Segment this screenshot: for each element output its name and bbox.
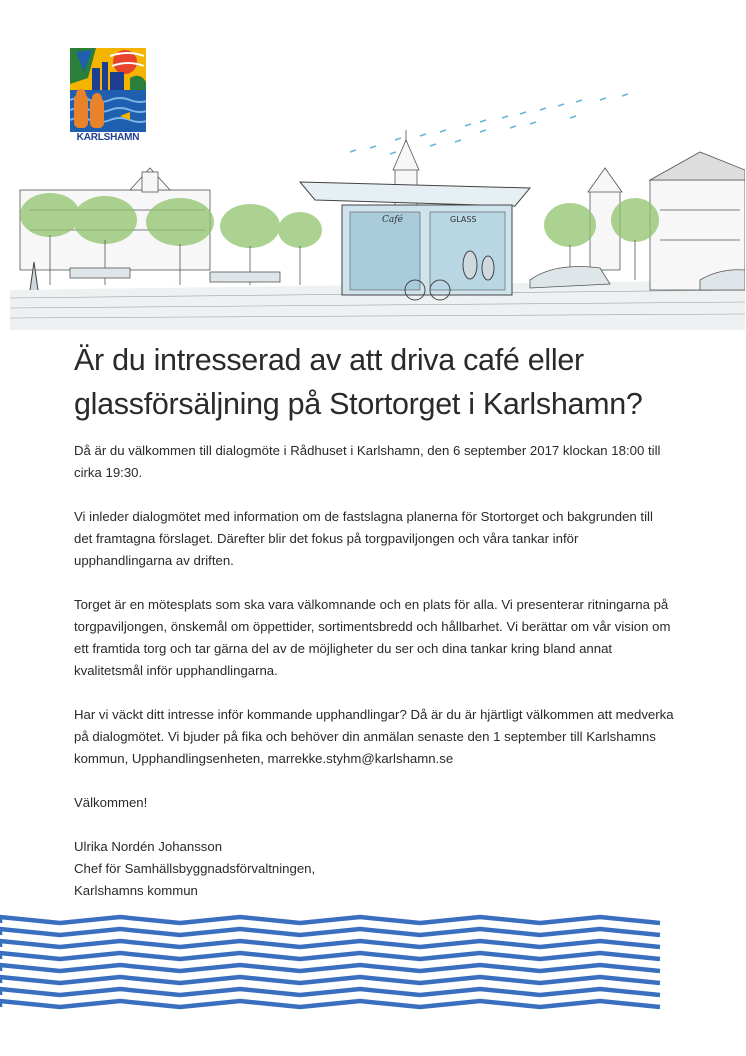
paragraph-welcome: Välkommen! <box>74 795 148 810</box>
page-title: Är du intresserad av att driva café eller glassförsäljning på Stortorget i Karlshamn? <box>74 343 643 421</box>
wave-line <box>0 953 660 959</box>
wave-line <box>0 917 660 923</box>
signature-title: Chef för Samhällsbyggnadsförvaltningen, <box>74 861 316 876</box>
wave-line <box>0 929 660 935</box>
paragraph-vision: Torget är en mötesplats som ska vara välkomnande och en plats för alla. Vi presenterar ritningarna på torgpaviljongen, önskemål om öppettider, sortimentsbredd och hållbarhet. Vi berättar om vår vision om ett framtida torg och tar gärna del av de möjligheter du ser och dina tankar kring bland annat kvalitetsmål inför upphandlingarna. <box>74 597 671 678</box>
cafe-sign: Café <box>382 215 403 225</box>
wave-decoration <box>0 905 746 1015</box>
glass-sign: GLASS <box>450 215 477 224</box>
paragraph-agenda: Vi inleder dialogmötet med information om de fastslagna planerna för Stortorget och bakgrunden till det framtagna förslaget. Därefter blir det fokus på torgpaviljongen och våra tankar inför upphandlingarna av driften. <box>74 509 653 568</box>
wave-line <box>0 977 660 983</box>
paragraph-registration: Har vi väckt ditt intresse inför kommande upphandlingar? Då är du är hjärtligt välkommen att medverka på dialogmötet. Vi bjuder på fika och behöver din anmälan senaste den 1 september till Karlshamns kommun, Upphandlingsenheten, marrekke.styhm@karlshamn.se <box>74 707 674 766</box>
stortorget-illustration <box>10 40 745 330</box>
signature-block <box>74 836 674 902</box>
paragraph-invitation: Då är du välkommen till dialogmöte i Rådhuset i Karlshamn, den 6 september 2017 klockan 18:00 till cirka 19:30. <box>74 443 661 480</box>
signature-org: Karlshamns kommun <box>74 883 198 898</box>
wave-line <box>0 989 660 995</box>
logo-wordmark: KARLSHAMN <box>76 132 140 143</box>
wave-line <box>0 1001 660 1007</box>
letter-body <box>74 440 674 902</box>
wave-line <box>0 941 660 947</box>
wave-line <box>0 965 660 971</box>
signature-name: Ulrika Nordén Johansson <box>74 839 223 854</box>
